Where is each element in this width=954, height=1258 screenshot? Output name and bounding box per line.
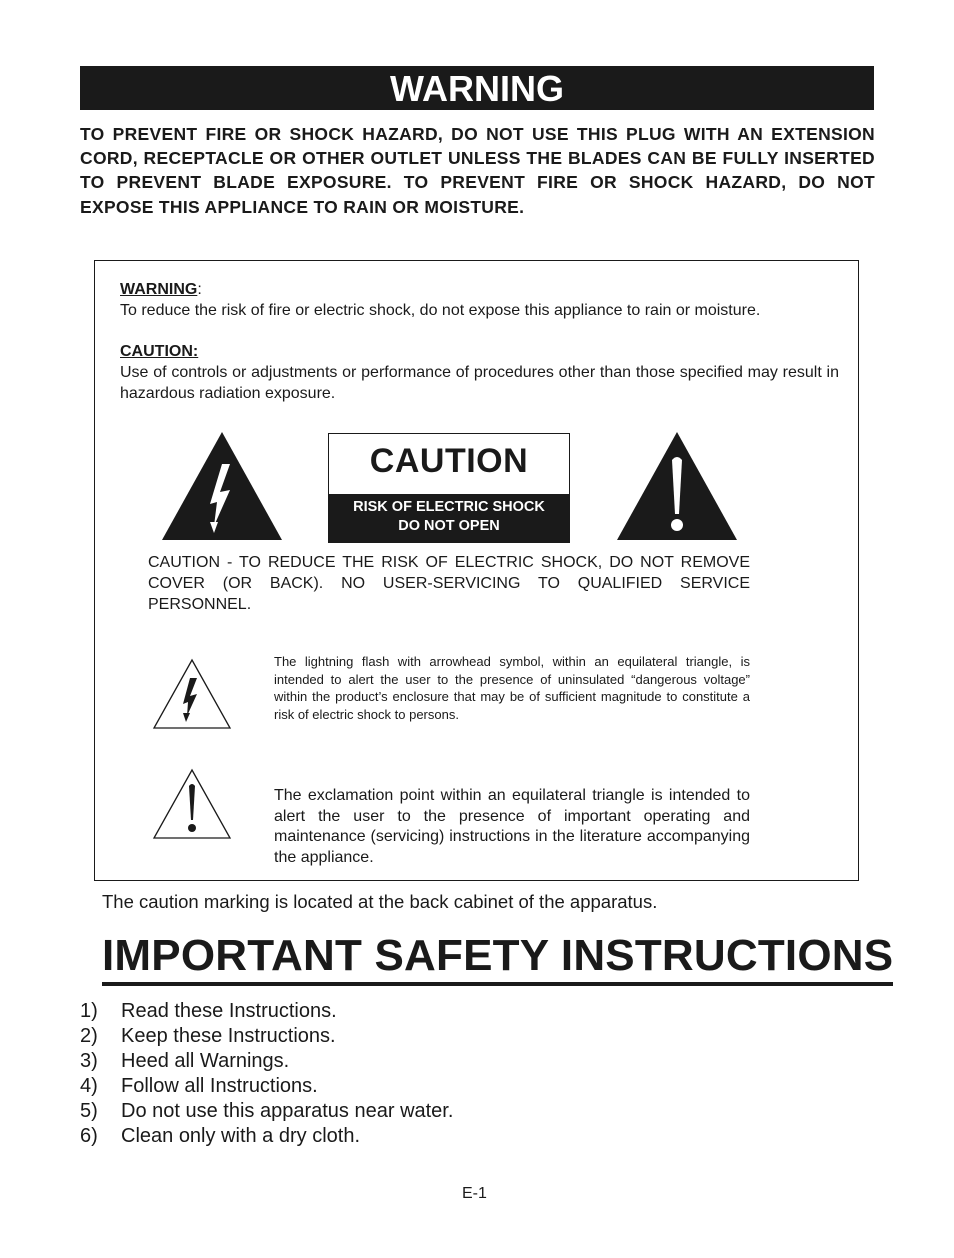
list-item: [80, 999, 453, 1024]
list-item-text: Do not use this apparatus near water.: [121, 1100, 454, 1122]
list-item: [80, 1074, 453, 1099]
list-item: [80, 1124, 453, 1149]
lightning-triangle-icon: [160, 430, 284, 542]
small-exclamation-triangle-icon: [152, 768, 232, 840]
caution-label-title: CAUTION: [369, 442, 529, 480]
instructions-list: [80, 999, 453, 1149]
list-item-text: Keep these Instructions.: [121, 1025, 336, 1047]
box-warning-text: To reduce the risk of fire or electric shock, do not expose this appliance to rain or moisture.: [120, 302, 761, 319]
exclamation-description: The exclamation point within an equilateral triangle is intended to alert the user to the presence of important operating and maintenance (servicing) instructions in the literature accompanying the appliance.: [274, 787, 750, 866]
list-item-number: 5): [80, 1100, 98, 1122]
caution-label-line2: DO NOT OPEN: [398, 518, 500, 534]
warning-banner: WARNING: [80, 66, 874, 110]
exclamation-triangle-icon: [615, 430, 739, 542]
list-item-text: Read these Instructions.: [121, 1000, 337, 1022]
small-lightning-triangle-icon: [152, 658, 232, 730]
list-item-number: 1): [80, 1000, 98, 1022]
caution-label-strip: [329, 494, 569, 542]
caution-label-line1: RISK OF ELECTRIC SHOCK: [353, 499, 545, 515]
list-item: [80, 1099, 453, 1124]
location-note: The caution marking is located at the back cabinet of the apparatus.: [102, 891, 658, 912]
list-item-number: 3): [80, 1050, 98, 1072]
list-item-number: 4): [80, 1075, 98, 1097]
list-item-text: Follow all Instructions.: [121, 1075, 318, 1097]
list-item-number: 2): [80, 1025, 98, 1047]
page-number: E-1: [462, 1185, 487, 1202]
caution-label: [328, 433, 570, 543]
shock-caution-text: CAUTION - TO REDUCE THE RISK OF ELECTRIC SHOCK, DO NOT REMOVE COVER (OR BACK). NO USER-SERVICING TO QUALIFIED SERVICE PERSONNEL.: [148, 554, 750, 613]
list-item-text: Heed all Warnings.: [121, 1050, 290, 1072]
list-item: [80, 1024, 453, 1049]
warning-paragraph: TO PREVENT FIRE OR SHOCK HAZARD, DO NOT USE THIS PLUG WITH AN EXTENSION CORD, RECEPTACLE OR OTHER OUTLET UNLESS THE BLADES CAN BE FULLY INSERTED TO PREVENT BLADE EXPOSURE. TO PREVENT FIRE OR SHOCK HAZARD, DO NOT EXPOSE THIS APPLIANCE TO RAIN OR MOISTURE.: [80, 124, 875, 217]
box-caution-text: Use of controls or adjustments or performance of procedures other than those specified may result in hazardous radiation exposure.: [120, 364, 839, 402]
list-item-text: Clean only with a dry cloth.: [121, 1125, 361, 1147]
box-warning-colon: :: [197, 281, 202, 298]
list-item-number: 6): [80, 1125, 98, 1147]
box-warning-heading-line: [120, 279, 202, 300]
list-item: [80, 1049, 453, 1074]
box-caution-heading: CAUTION:: [120, 343, 199, 360]
box-warning-heading: WARNING: [120, 281, 198, 298]
lightning-description: The lightning flash with arrowhead symbol, within an equilateral triangle, is intended to alert the user to the presence of uninsulated “dangerous voltage” within the product’s enclosure that may be of sufficient magnitude to constitute a risk of electric shock to persons.: [274, 654, 750, 722]
safety-instructions-title: IMPORTANT SAFETY INSTRUCTIONS: [102, 930, 893, 986]
